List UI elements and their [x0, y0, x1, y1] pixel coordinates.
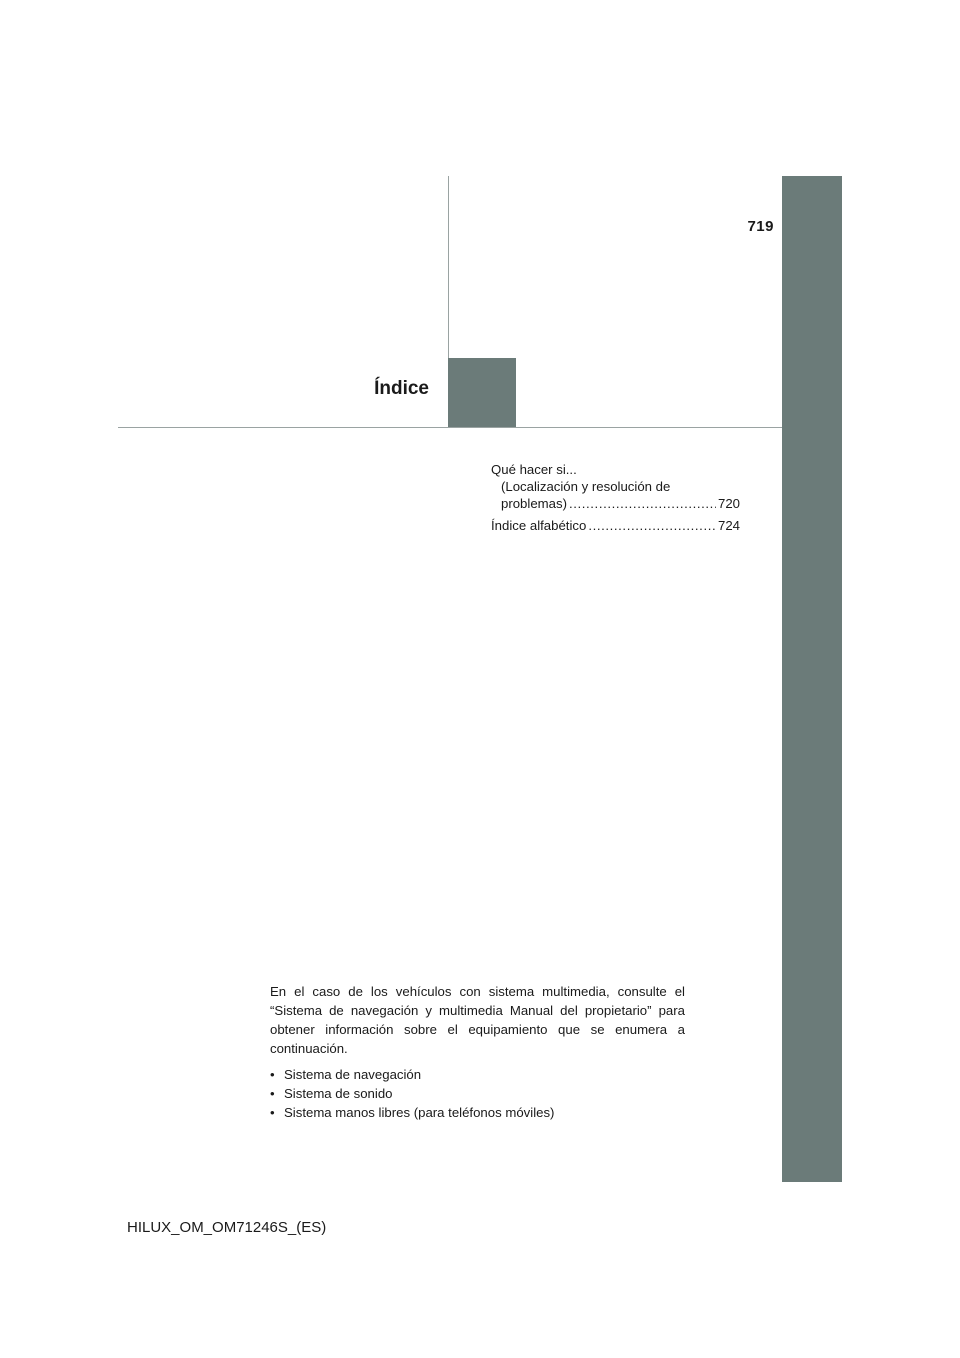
equipment-list	[270, 1065, 685, 1122]
horizontal-rule	[118, 427, 782, 428]
list-item	[270, 1084, 685, 1103]
section-marker-block	[448, 358, 516, 427]
toc-line	[491, 461, 740, 478]
list-item	[270, 1103, 685, 1122]
toc-entry-alphabetical-index[interactable]	[491, 517, 740, 534]
toc-page-number: 720	[717, 496, 740, 511]
dot-leader	[569, 495, 716, 512]
toc-label: problemas)	[501, 496, 567, 511]
note-paragraph: En el caso de los vehículos con sistema multimedia, consulte el “Sistema de navegación y multimedia Manual del propietario” para obtener información sobre el equipamiento que se enumera a continuación.	[270, 984, 685, 1056]
list-item-text: Sistema de navegación	[284, 1067, 422, 1082]
bullet-icon: •	[270, 1067, 275, 1082]
toc-label: (Localización y resolución de	[501, 479, 671, 494]
page-number: 719	[747, 218, 774, 235]
bullet-icon: •	[270, 1086, 275, 1101]
bullet-icon: •	[270, 1105, 275, 1120]
document-code-footer: HILUX_OM_OM71246S_(ES)	[127, 1219, 327, 1236]
toc-page-number: 724	[717, 518, 740, 533]
table-of-contents	[491, 461, 740, 539]
section-title: Índice	[374, 378, 429, 399]
toc-line	[491, 495, 740, 512]
toc-line	[491, 517, 740, 534]
toc-label: Qué hacer si...	[491, 462, 577, 477]
dot-leader	[588, 517, 716, 534]
toc-entry-troubleshooting[interactable]	[491, 461, 740, 512]
list-item-text: Sistema de sonido	[284, 1086, 393, 1101]
multimedia-note	[270, 982, 685, 1122]
side-tab-bar	[782, 176, 842, 1182]
list-item	[270, 1065, 685, 1084]
toc-label: Índice alfabético	[491, 518, 587, 533]
list-item-text: Sistema manos libres (para teléfonos móviles)	[284, 1105, 555, 1120]
toc-line	[491, 478, 740, 495]
